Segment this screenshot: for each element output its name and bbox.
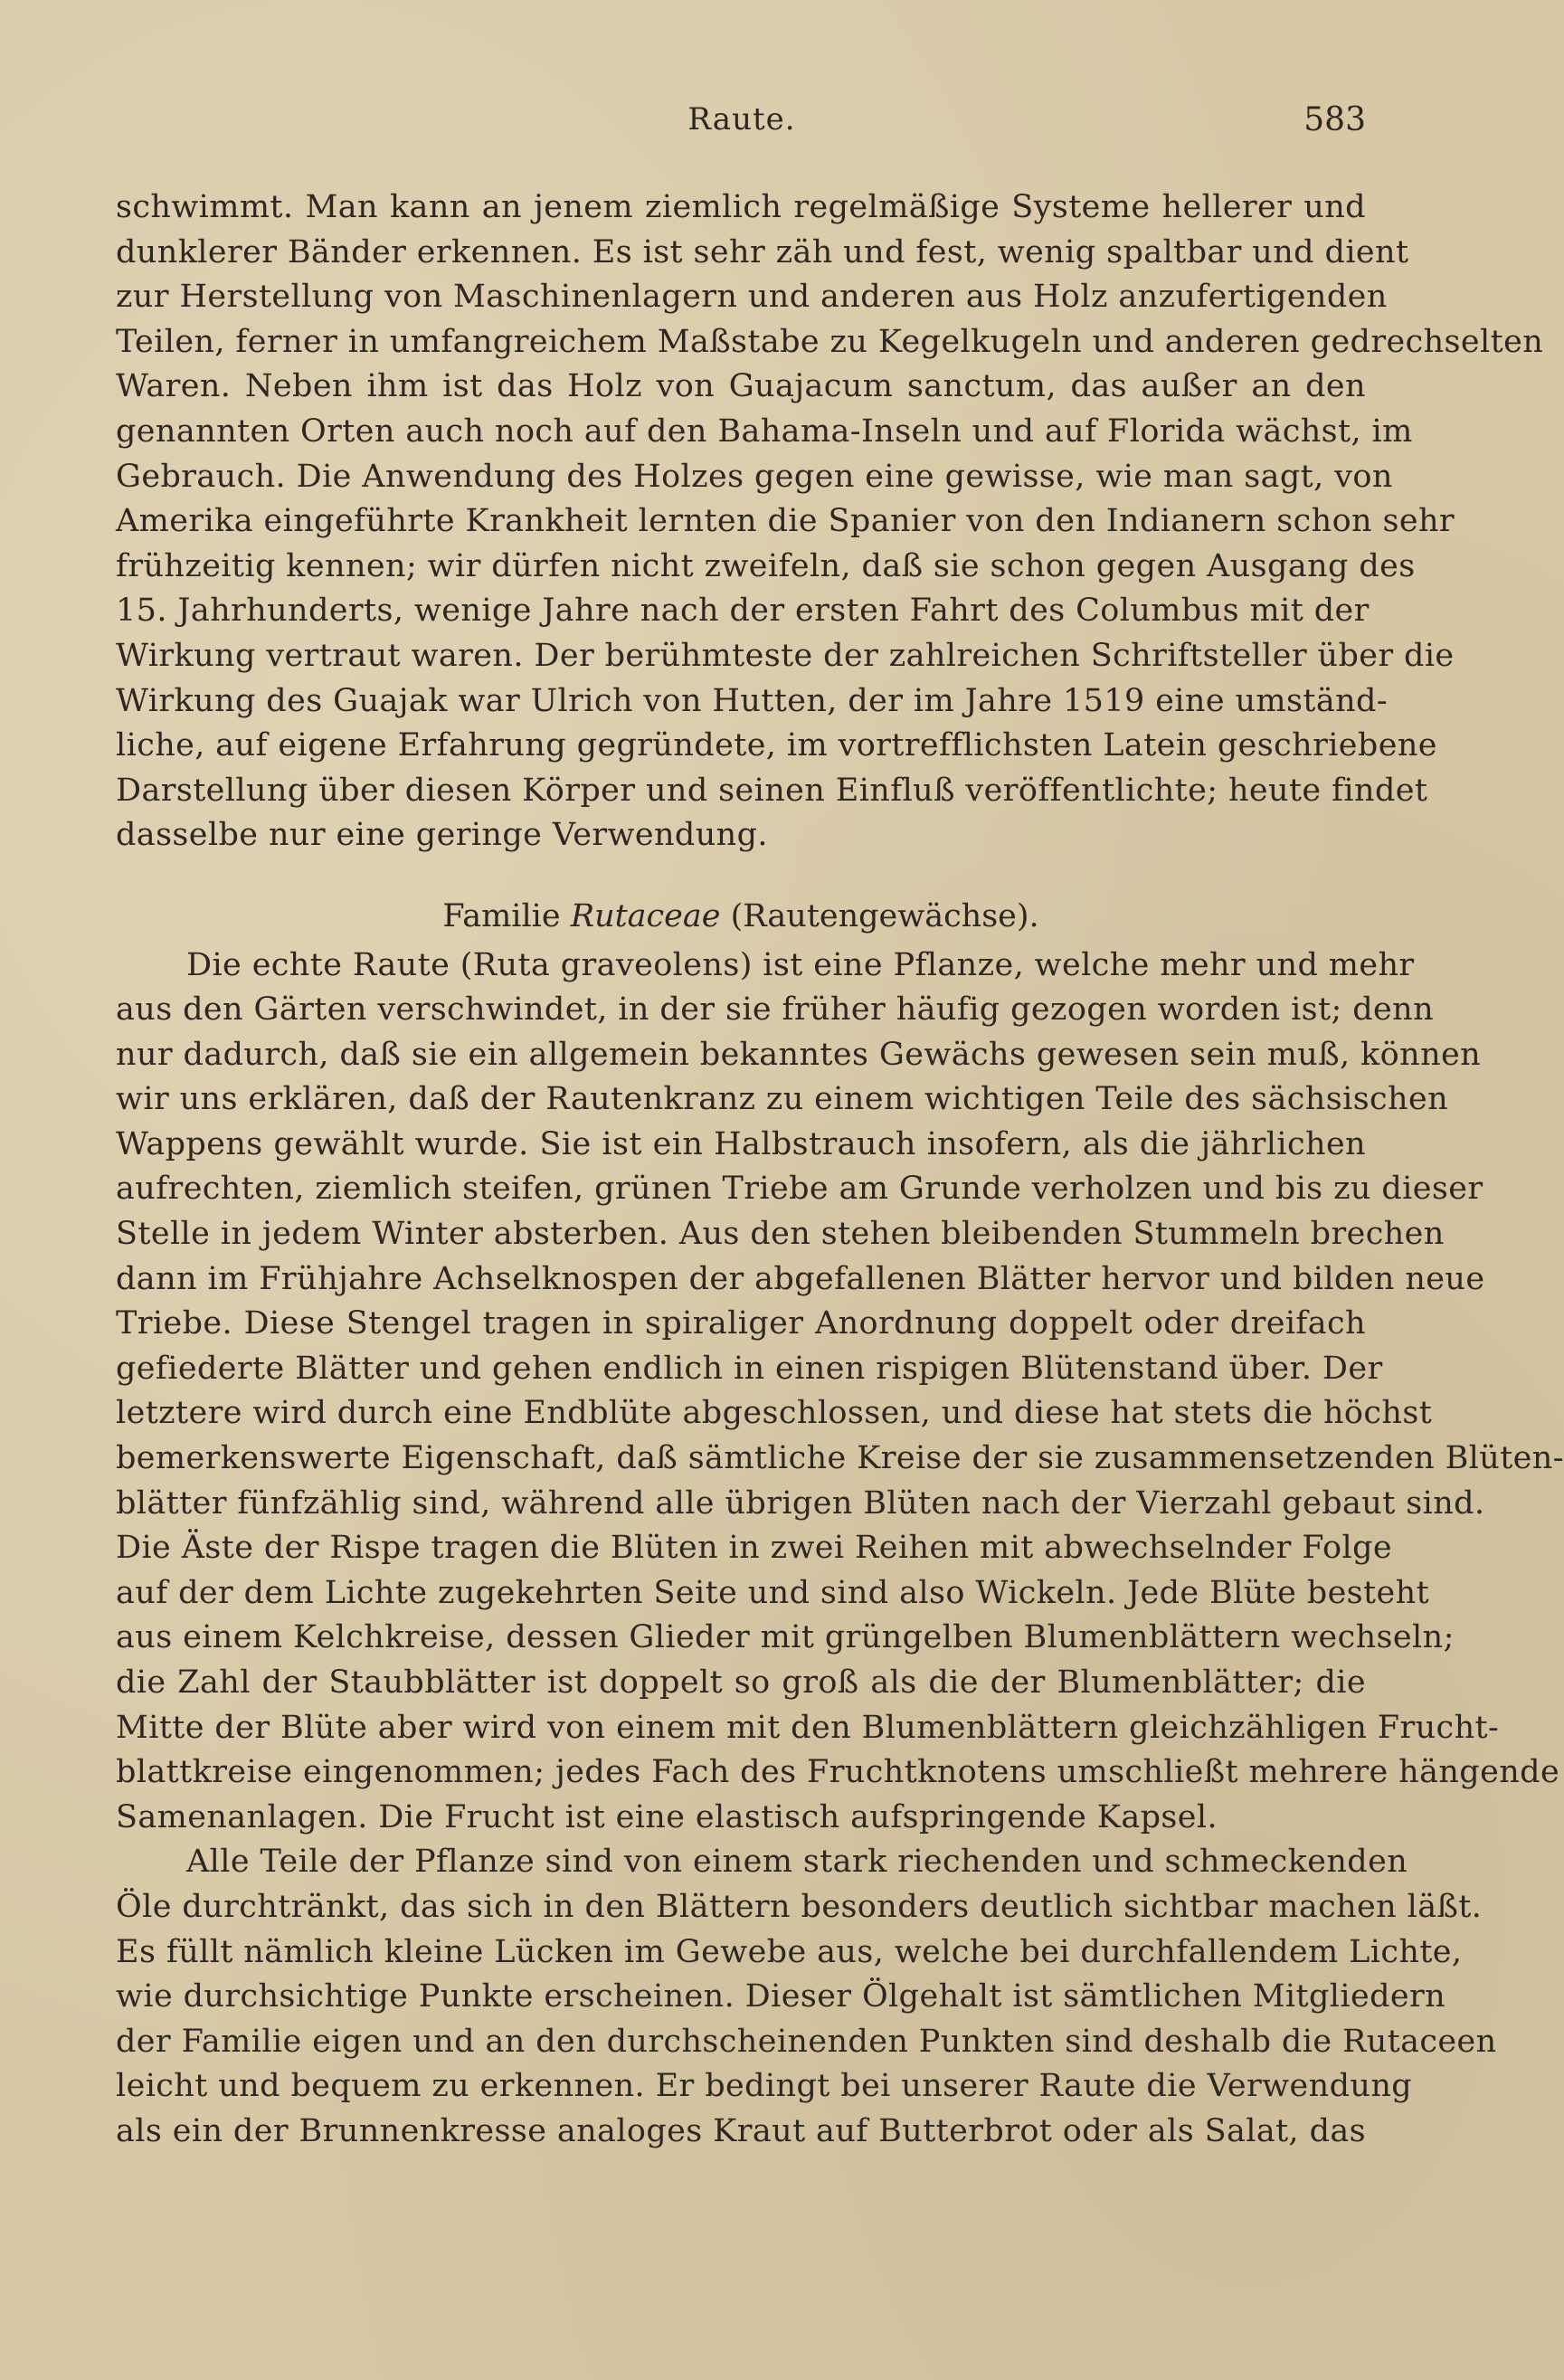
text-line: dann im Frühjahre Achselknospen der abgefallenen Blätter hervor und bilden neue bbox=[116, 1260, 1485, 1297]
text-line: 15. Jahrhunderts, wenige Jahre nach der ersten Fahrt des Columbus mit der bbox=[116, 593, 1370, 630]
text-line: Waren. Neben ihm ist das Holz von Guajacum sanctum, das außer an den bbox=[116, 368, 1366, 405]
text-line: Die Äste der Rispe tragen die Blüten in zwei Reihen mit abwechselnder Folge bbox=[116, 1530, 1393, 1567]
text-line: schwimmt. Man kann an jenem ziemlich regelmäßige Systeme hellerer und bbox=[116, 189, 1366, 225]
text-line: als ein der Brunnenkresse analoges Kraut auf Butterbrot oder als Salat, das bbox=[116, 2112, 1367, 2149]
text-line: Wirkung des Guajak war Ulrich von Hutten, der im Jahre 1519 eine umständ- bbox=[116, 682, 1389, 719]
text-line: letztere wird durch eine Endblüte abgeschlossen, und diese hat stets die höchst bbox=[116, 1395, 1433, 1432]
text-body bbox=[116, 185, 1564, 2155]
text-line: Alle Teile der Pflanze sind von einem stark riechenden und schmeckenden bbox=[186, 1844, 1408, 1881]
text-line: frühzeitig kennen; wir dürfen nicht zweifeln, daß sie schon gegen Ausgang des bbox=[116, 547, 1416, 584]
text-line: aufrechten, ziemlich steifen, grünen Triebe am Grunde verholzen und bis zu dieser bbox=[116, 1171, 1483, 1208]
text-line: Triebe. Diese Stengel tragen in spiraliger Anordnung doppelt oder dreifach bbox=[116, 1305, 1366, 1342]
text-line: genannten Orten auch noch auf den Bahama-Inseln und auf Florida wächst, im bbox=[116, 412, 1413, 450]
text-line: wie durchsichtige Punkte erscheinen. Dieser Ölgehalt ist sämtlichen Mitgliedern bbox=[116, 1978, 1446, 2015]
text-line: Teilen, ferner in umfangreichem Maßstabe zu Kegelkugeln und anderen gedrechselten bbox=[116, 323, 1544, 360]
page-number: 583 bbox=[1303, 101, 1366, 138]
text-line: Öle durchtränkt, das sich in den Blättern besonders deutlich sichtbar machen läßt. bbox=[116, 1888, 1483, 1925]
text-line: aus den Gärten verschwindet, in der sie früher häufig gezogen worden ist; denn bbox=[116, 991, 1435, 1029]
text-line: leicht und bequem zu erkennen. Er bedingt bei unserer Raute die Verwendung bbox=[116, 2068, 1413, 2105]
paragraph-raute-description bbox=[116, 943, 1564, 1841]
text-line: Wirkung vertraut waren. Der berühmteste der zahlreichen Schriftsteller über die bbox=[116, 637, 1455, 674]
text-line: dunklerer Bänder erkennen. Es ist sehr zäh und fest, wenig spaltbar und dient bbox=[116, 233, 1409, 270]
text-line: Wappens gewählt wurde. Sie ist ein Halbstrauch insofern, als die jährlichen bbox=[116, 1125, 1366, 1162]
text-line: Samenanlagen. Die Frucht ist eine elastisch aufspringende Kapsel. bbox=[116, 1798, 1218, 1835]
running-head bbox=[118, 101, 1366, 147]
text-line: auf der dem Lichte zugekehrten Seite und sind also Wickeln. Jede Blüte besteht bbox=[116, 1574, 1430, 1611]
text-line: Stelle in jedem Winter absterben. Aus den stehen bleibenden Stummeln brechen bbox=[116, 1216, 1445, 1253]
text-line: zur Herstellung von Maschinenlagern und anderen aus Holz anzufertigenden bbox=[116, 279, 1388, 316]
text-line: der Familie eigen und an den durchscheinenden Punkten sind deshalb die Rutaceen bbox=[116, 2023, 1497, 2060]
text-line: gefiederte Blätter und gehen endlich in einen rispigen Blütenstand über. Der bbox=[116, 1350, 1383, 1387]
section-heading bbox=[116, 895, 1366, 940]
text-line: Es füllt nämlich kleine Lücken im Gewebe aus, welche bei durchfallendem Lichte, bbox=[116, 1933, 1463, 1970]
text-line: Darstellung über diesen Körper und seinen Einfluß veröffentlichte; heute findet bbox=[116, 772, 1428, 809]
text-line: liche, auf eigene Erfahrung gegründete, im vortrefflichsten Latein geschriebene bbox=[116, 727, 1437, 764]
text-line: wir uns erklären, daß der Rautenkranz zu einem wichtigen Teile des sächsischen bbox=[116, 1081, 1449, 1118]
text-line: bemerkenswerte Eigenschaft, daß sämtliche Kreise der sie zusammensetzenden Blüten- bbox=[116, 1440, 1564, 1477]
text-line: die Zahl der Staubblätter ist doppelt so groß als die der Blumenblätter; die bbox=[116, 1664, 1366, 1701]
paragraph-guajak bbox=[116, 185, 1544, 858]
running-title: Raute. bbox=[687, 101, 796, 137]
text-line: Amerika eingeführte Krankheit lernten die Spanier von den Indianern schon sehr bbox=[116, 503, 1455, 540]
heading-prefix: Familie bbox=[442, 897, 561, 934]
text-line: aus einem Kelchkreise, dessen Glieder mit grüngelben Blumenblättern wechseln; bbox=[116, 1619, 1455, 1656]
text-line: blattkreise eingenommen; jedes Fach des Fruchtknotens umschließt mehrere hängende bbox=[116, 1754, 1560, 1791]
text-line: Mitte der Blüte aber wird von einem mit den Blumenblättern gleichzähligen Frucht- bbox=[116, 1709, 1500, 1746]
text-line: Gebrauch. Die Anwendung des Holzes gegen eine gewisse, wie man sagt, von bbox=[116, 458, 1393, 495]
heading-latin-name: Rutaceae bbox=[570, 897, 721, 934]
heading-suffix: (Rautengewächse). bbox=[730, 897, 1039, 934]
text-line: nur dadurch, daß sie ein allgemein bekanntes Gewächs gewesen sein muß, können bbox=[116, 1036, 1482, 1073]
text-line: Die echte Raute (Ruta graveolens) ist eine Pflanze, welche mehr und mehr bbox=[186, 946, 1415, 983]
paragraph-oil-content bbox=[116, 1840, 1497, 2154]
text-line: blätter fünfzählig sind, während alle übrigen Blüten nach der Vierzahl gebaut sind. bbox=[116, 1484, 1485, 1522]
text-line: dasselbe nur eine geringe Verwendung. bbox=[116, 817, 768, 854]
